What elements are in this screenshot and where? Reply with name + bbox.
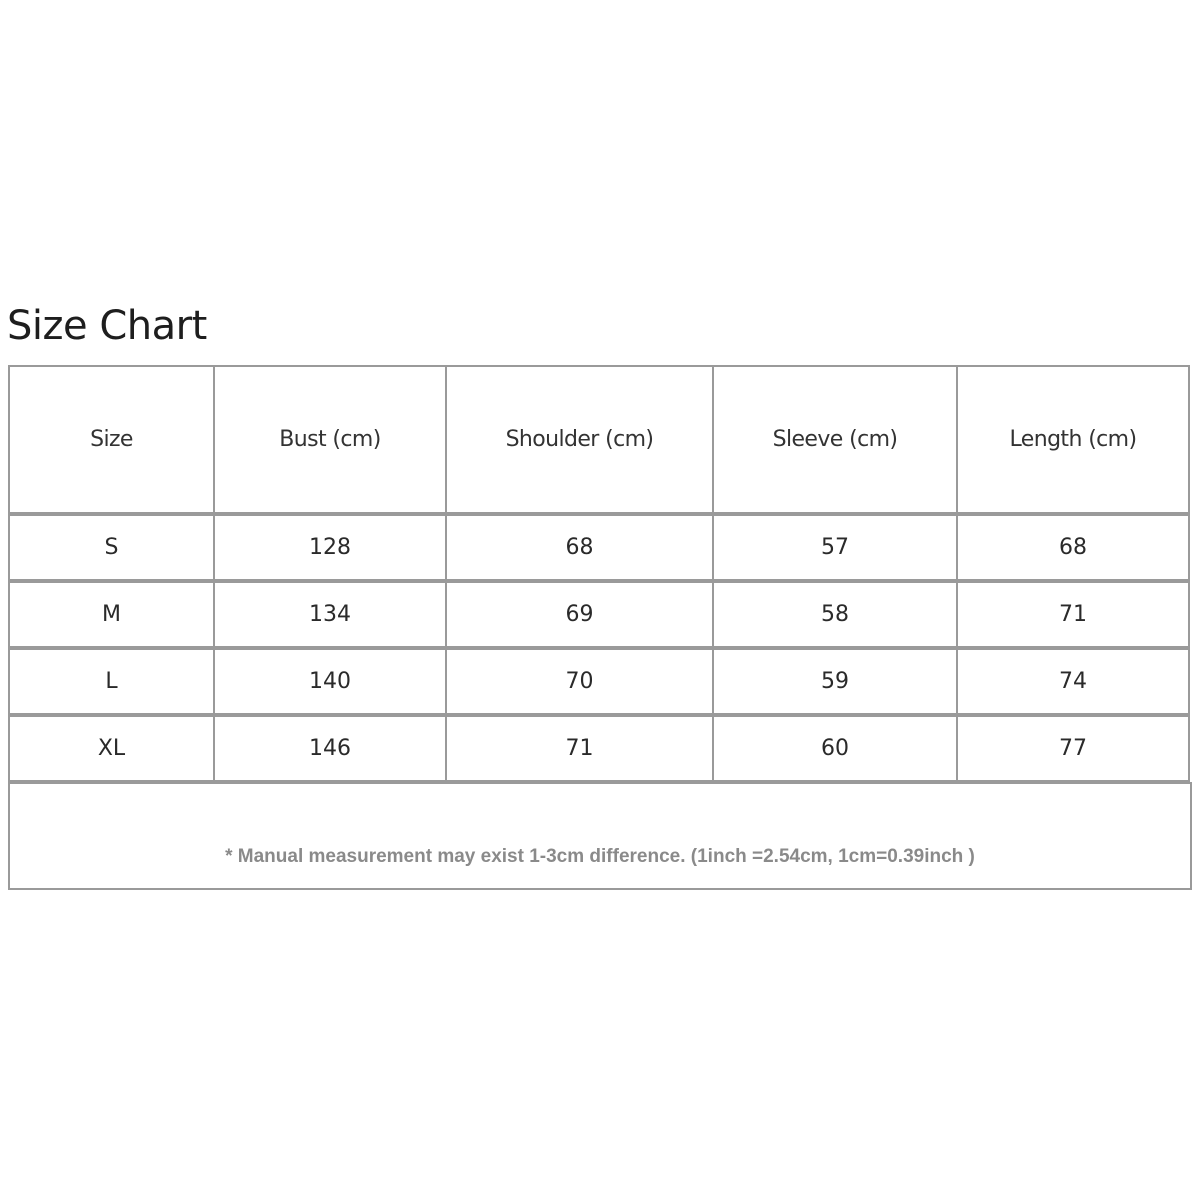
column-header-sleeve: Sleeve (cm)	[714, 367, 958, 516]
column-header-shoulder: Shoulder (cm)	[447, 367, 714, 516]
cell-length: 71	[958, 583, 1190, 650]
size-table	[8, 365, 1190, 782]
cell-sleeve: 57	[714, 516, 958, 583]
cell-sleeve: 58	[714, 583, 958, 650]
cell-bust: 146	[215, 717, 447, 782]
cell-shoulder: 69	[447, 583, 714, 650]
cell-size: M	[10, 583, 215, 650]
cell-sleeve: 59	[714, 650, 958, 717]
header-row	[10, 367, 1190, 516]
cell-length: 74	[958, 650, 1190, 717]
column-header-length: Length (cm)	[958, 367, 1190, 516]
cell-size: XL	[10, 717, 215, 782]
cell-bust: 140	[215, 650, 447, 717]
column-header-size: Size	[10, 367, 215, 516]
table-row	[10, 583, 1190, 650]
cell-bust: 128	[215, 516, 447, 583]
page-title: Size Chart	[7, 303, 207, 349]
cell-sleeve: 60	[714, 717, 958, 782]
table-row	[10, 650, 1190, 717]
cell-length: 68	[958, 516, 1190, 583]
cell-length: 77	[958, 717, 1190, 782]
cell-bust: 134	[215, 583, 447, 650]
column-header-bust: Bust (cm)	[215, 367, 447, 516]
measurement-note: * Manual measurement may exist 1-3cm difference. (1inch =2.54cm, 1cm=0.39inch )	[225, 846, 975, 867]
cell-shoulder: 71	[447, 717, 714, 782]
table-row	[10, 717, 1190, 782]
table-row	[10, 516, 1190, 583]
cell-size: L	[10, 650, 215, 717]
cell-size: S	[10, 516, 215, 583]
cell-shoulder: 68	[447, 516, 714, 583]
cell-shoulder: 70	[447, 650, 714, 717]
note-box	[8, 782, 1192, 890]
